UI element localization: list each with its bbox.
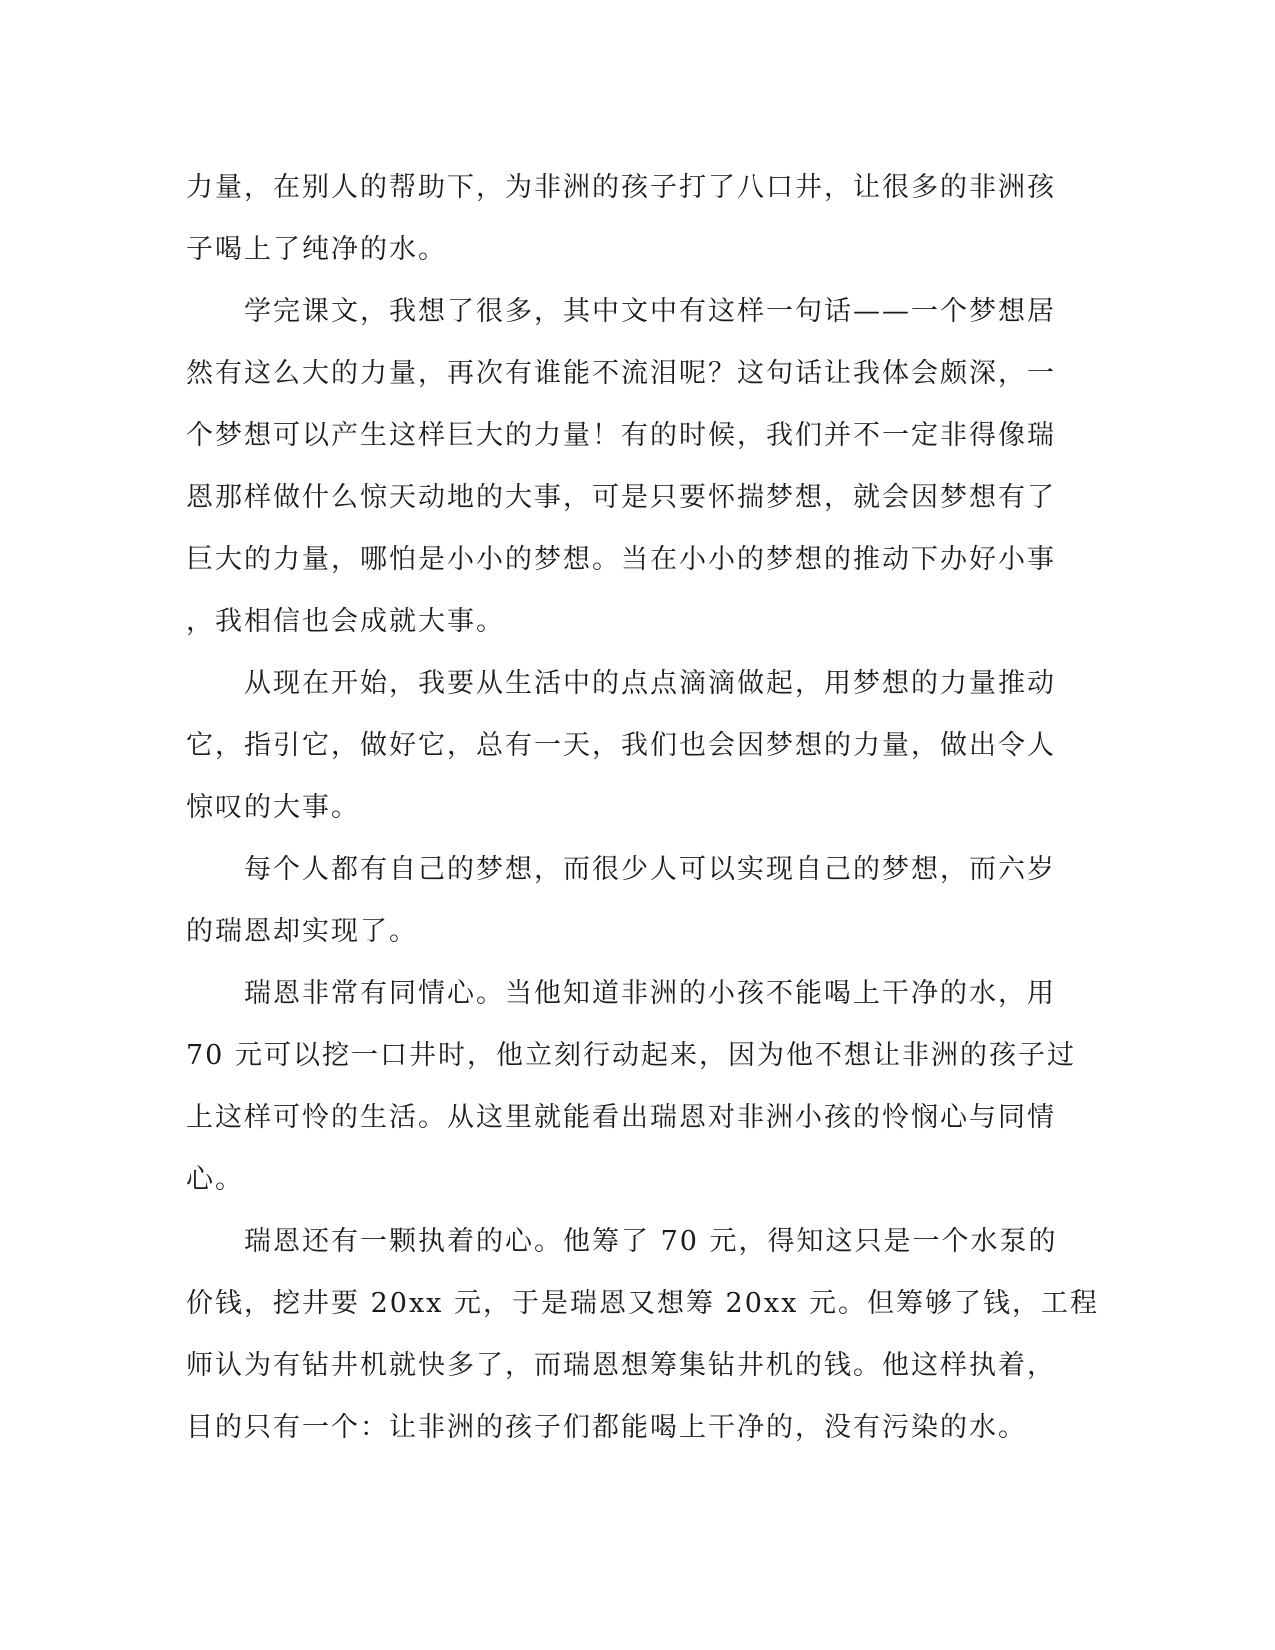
text-line: 70 元可以挖一口井时，他立刻行动起来，因为他不想让非洲的孩子过 — [186, 1040, 1076, 1071]
text-line: 师认为有钻井机就快多了，而瑞恩想筹集钻井机的钱。他这样执着， — [186, 1350, 1056, 1381]
text-line: 价钱，挖井要 20xx 元，于是瑞恩又想筹 20xx 元。但筹够了钱，工程 — [186, 1288, 1099, 1319]
text-line: 个梦想可以产生这样巨大的力量！有的时候，我们并不一定非得像瑞 — [186, 420, 1056, 451]
text-line: 子喝上了纯净的水。 — [186, 234, 447, 265]
text-line: 学完课文，我想了很多，其中文中有这样一句话——一个梦想居 — [186, 296, 1056, 327]
text-line: 巨大的力量，哪怕是小小的梦想。当在小小的梦想的推动下办好小事 — [186, 544, 1056, 575]
text-line: 每个人都有自己的梦想，而很少人可以实现自己的梦想，而六岁 — [186, 854, 1056, 885]
text-line: 的瑞恩却实现了。 — [186, 916, 418, 947]
essay-body — [186, 157, 1099, 1459]
text-line: 惊叹的大事。 — [186, 792, 360, 823]
text-line: 瑞恩非常有同情心。当他知道非洲的小孩不能喝上干净的水，用 — [186, 978, 1056, 1009]
text-line: 心。 — [186, 1164, 244, 1195]
text-line: 然有这么大的力量，再次有谁能不流泪呢？这句话让我体会颇深，一 — [186, 358, 1056, 389]
text-line: 它，指引它，做好它，总有一天，我们也会因梦想的力量，做出令人 — [186, 730, 1056, 761]
text-line: ，我相信也会成就大事。 — [186, 606, 505, 637]
text-line: 力量，在别人的帮助下，为非洲的孩子打了八口井，让很多的非洲孩 — [186, 172, 1056, 203]
text-line: 从现在开始，我要从生活中的点点滴滴做起，用梦想的力量推动 — [186, 668, 1056, 699]
text-line: 恩那样做什么惊天动地的大事，可是只要怀揣梦想，就会因梦想有了 — [186, 482, 1056, 513]
text-line: 目的只有一个：让非洲的孩子们都能喝上干净的，没有污染的水。 — [186, 1412, 1027, 1443]
text-line: 上这样可怜的生活。从这里就能看出瑞恩对非洲小孩的怜悯心与同情 — [186, 1102, 1056, 1133]
text-line: 瑞恩还有一颗执着的心。他筹了 70 元，得知这只是一个水泵的 — [186, 1226, 1058, 1257]
